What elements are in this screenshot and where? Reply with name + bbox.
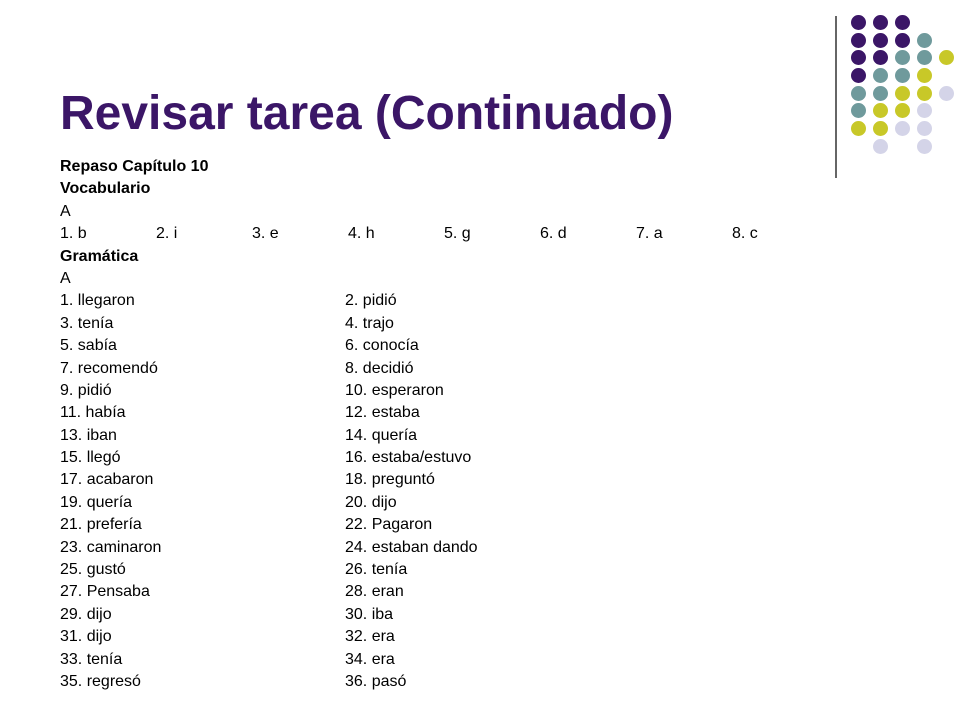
decorative-dot [873,50,888,65]
decorative-dot [895,86,910,101]
grammar-answer-row [60,492,920,514]
grammar-answer: 16. estaba/estuvo [345,449,472,467]
decorative-dot [873,121,888,136]
decorative-dot [851,33,866,48]
vocab-answer: 4. h [348,225,375,243]
vocab-answer: 1. b [60,225,87,243]
grammar-answer: 1. llegaron [60,292,135,310]
grammar-answer: 11. había [60,404,126,422]
decorative-dot [895,121,910,136]
vocab-answer: 3. e [252,225,279,243]
grammar-answer-row [60,425,920,447]
slide-title: Revisar tarea (Continuado) [60,87,674,140]
grammar-answer-row [60,649,920,671]
grammar-answer: 36. pasó [345,672,407,690]
decorative-dot [917,121,932,136]
grammar-answer-row [60,402,920,424]
grammar-answer: 7. recomendó [60,359,158,377]
grammar-answer-row [60,559,920,581]
grammar-answer: 12. estaba [345,404,420,422]
decorative-dot [939,86,954,101]
grammar-answer: 22. Pagaron [345,516,433,534]
grammar-answer: 17. acabaron [60,471,154,489]
grammar-answer-row [60,604,920,626]
grammar-answer: 6. conocía [345,337,419,355]
grammar-answer: 9. pidió [60,381,112,399]
grammar-answer-row [60,469,920,491]
grammar-answer: 31. dijo [60,628,112,646]
grammar-answer: 15. llegó [60,449,121,467]
grammar-answer-row [60,313,920,335]
decorative-dot [895,50,910,65]
grammar-answer: 21. prefería [60,516,142,534]
divider-line [835,16,837,178]
decorative-dot [851,103,866,118]
decorative-dot [917,33,932,48]
grammar-answer-row [60,671,920,693]
grammar-section-label: A [60,269,71,287]
decorative-dot [895,33,910,48]
grammar-answer-row [60,626,920,648]
grammar-answer: 13. iban [60,426,117,444]
grammar-answer: 10. esperaron [345,381,444,399]
decorative-dot [873,15,888,30]
decorative-dot [851,68,866,83]
vocab-answer: 8. c [732,225,758,243]
grammar-answer: 26. tenía [345,561,408,579]
decorative-dot [851,15,866,30]
grammar-answer-row [60,290,920,312]
decorative-dot [917,86,932,101]
grammar-answer: 24. estaban dando [345,538,478,556]
decorative-dot [873,139,888,154]
decorative-dot [917,139,932,154]
grammar-answer: 32. era [345,628,395,646]
grammar-answer: 2. pidió [345,292,397,310]
vocab-answer: 6. d [540,225,567,243]
grammar-answer-row [60,358,920,380]
vocab-answer: 5. g [444,225,471,243]
grammar-answer: 18. preguntó [345,471,435,489]
decorative-dot [917,50,932,65]
decorative-dot [895,103,910,118]
decorative-dot [917,103,932,118]
chapter-heading: Repaso Capítulo 10 [60,158,209,175]
decorative-dot [939,50,954,65]
grammar-answer: 4. trajo [345,314,394,332]
vocabulary-answers [60,223,920,245]
grammar-answer: 30. iba [345,605,394,623]
decorative-dot [917,68,932,83]
grammar-answer: 14. quería [345,426,418,444]
decorative-dot [873,33,888,48]
grammar-answer-row [60,380,920,402]
slide-content [60,156,920,693]
grammar-answer-row [60,335,920,357]
vocab-answer: 7. a [636,225,663,243]
grammar-answer: 20. dijo [345,493,397,511]
grammar-answer: 34. era [345,650,395,668]
grammar-answer: 3. tenía [60,314,114,332]
grammar-answer: 23. caminaron [60,538,162,556]
grammar-answer-row [60,537,920,559]
grammar-answer: 35. regresó [60,672,141,690]
vocab-answer: 2. i [156,225,178,243]
decorative-dot [873,68,888,83]
decorative-dot [873,86,888,101]
decorative-dot [851,50,866,65]
grammar-answer: 27. Pensaba [60,583,150,601]
grammar-answer: 29. dijo [60,605,112,623]
grammar-answer-row [60,514,920,536]
decorative-dot [895,15,910,30]
grammar-answer: 8. decidió [345,359,414,377]
vocabulary-section-label: A [60,202,71,220]
grammar-answer: 28. eran [345,583,404,601]
decorative-dot [873,103,888,118]
grammar-answer: 33. tenía [60,650,123,668]
grammar-heading: Gramática [60,247,139,265]
grammar-answer-row [60,447,920,469]
grammar-answer: 19. quería [60,493,133,511]
decorative-dot [851,121,866,136]
grammar-answer-row [60,581,920,603]
decorative-dot [895,68,910,83]
vocabulary-heading: Vocabulario [60,180,151,198]
decorative-dot [851,86,866,101]
grammar-answer: 5. sabía [60,337,117,355]
grammar-answers [60,290,920,693]
grammar-answer: 25. gustó [60,561,126,579]
